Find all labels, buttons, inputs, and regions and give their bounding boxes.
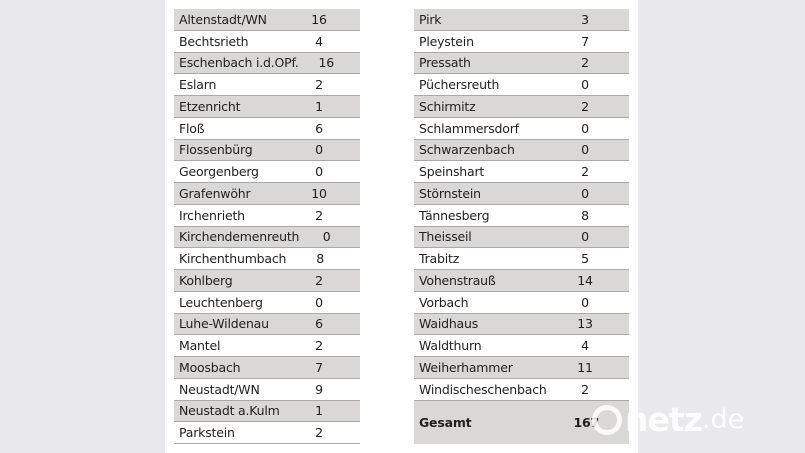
table-row	[414, 292, 629, 314]
table-row	[174, 205, 360, 227]
table-row	[414, 53, 629, 75]
count-value: 0	[322, 229, 331, 245]
count-value: 9	[315, 381, 323, 397]
table-row	[414, 118, 629, 140]
table-row	[174, 9, 360, 31]
table-row	[174, 401, 360, 423]
table-row	[414, 161, 629, 183]
table-row	[414, 183, 629, 205]
municipality-name: Trabitz	[419, 251, 460, 267]
municipality-name: Altenstadt/WN	[179, 11, 267, 27]
count-value: 16	[318, 55, 335, 71]
municipality-name: Pirk	[419, 11, 442, 27]
municipality-name: Theisseil	[419, 229, 472, 245]
municipality-name: Waidhaus	[419, 316, 479, 332]
count-value: 0	[315, 164, 323, 180]
municipality-name: Flossenbürg	[179, 142, 253, 158]
table-row	[414, 314, 629, 336]
table-row	[174, 227, 360, 249]
municipality-table-left	[174, 9, 360, 444]
count-value: 4	[315, 33, 323, 49]
count-value: 0	[581, 229, 589, 245]
table-row	[414, 248, 629, 270]
count-value: 2	[315, 77, 323, 93]
count-value: 0	[581, 120, 589, 136]
count-value: 2	[581, 164, 589, 180]
municipality-name: Kirchenthumbach	[179, 251, 287, 267]
municipality-name: Leuchtenberg	[179, 294, 263, 310]
municipality-name: Eslarn	[179, 77, 217, 93]
count-value: 13	[577, 316, 593, 332]
count-value: 0	[581, 142, 589, 158]
municipality-name: Schlammersdorf	[419, 120, 519, 136]
count-value: 1	[315, 98, 323, 114]
count-value: 6	[315, 120, 323, 136]
municipality-name: Neustadt a.Kulm	[179, 403, 280, 419]
municipality-name: Irchenrieth	[179, 207, 245, 223]
table-row	[174, 270, 360, 292]
municipality-name: Püchersreuth	[419, 77, 500, 93]
count-value: 2	[315, 207, 323, 223]
watermark-brand: netz	[625, 400, 702, 439]
table-row	[414, 74, 629, 96]
table-row	[174, 292, 360, 314]
table-row	[414, 205, 629, 227]
total-label: Gesamt	[419, 414, 472, 430]
count-value: 5	[581, 251, 589, 267]
municipality-name: Vorbach	[419, 294, 469, 310]
table-row	[174, 140, 360, 162]
table-row	[174, 161, 360, 183]
count-value: 2	[315, 425, 323, 441]
count-value: 0	[315, 142, 323, 158]
municipality-name: Vohenstrauß	[419, 272, 496, 288]
watermark-tld: .de	[701, 404, 745, 435]
count-value: 2	[581, 55, 589, 71]
table-row	[414, 140, 629, 162]
table-row	[174, 248, 360, 270]
total-row	[414, 401, 629, 445]
municipality-name: Kirchendemenreuth	[179, 229, 300, 245]
count-value: 3	[581, 11, 589, 27]
municipality-name: Kohlberg	[179, 272, 233, 288]
table-row	[174, 183, 360, 205]
municipality-name: Georgenberg	[179, 164, 259, 180]
municipality-name: Weiherhammer	[419, 359, 513, 375]
municipality-name: Mantel	[179, 338, 221, 354]
municipality-name: Moosbach	[179, 359, 241, 375]
municipality-name: Speinshart	[419, 164, 485, 180]
table-row	[414, 379, 629, 401]
count-value: 1	[315, 403, 323, 419]
table-row	[174, 96, 360, 118]
municipality-name: Schirmitz	[419, 98, 476, 114]
municipality-name: Tännesberg	[419, 207, 490, 223]
total-value: 167	[573, 414, 599, 430]
count-value: 6	[315, 316, 323, 332]
municipality-name: Bechtsrieth	[179, 33, 249, 49]
count-value: 10	[311, 185, 327, 201]
municipality-name: Schwarzenbach	[419, 142, 515, 158]
count-value: 8	[316, 251, 325, 267]
table-row	[414, 270, 629, 292]
table-row	[174, 53, 360, 75]
count-value: 2	[315, 272, 323, 288]
count-value: 14	[577, 272, 593, 288]
table-row	[414, 9, 629, 31]
count-value: 2	[581, 381, 589, 397]
municipality-name: Grafenwöhr	[179, 185, 251, 201]
municipality-name: Windischeschenbach	[419, 381, 547, 397]
count-value: 16	[311, 11, 327, 27]
municipality-name: Pressath	[419, 55, 471, 71]
count-value: 7	[315, 359, 323, 375]
count-value: 11	[577, 359, 593, 375]
municipality-name: Parkstein	[179, 425, 235, 441]
municipality-table-right	[414, 9, 629, 444]
table-row	[174, 379, 360, 401]
municipality-name: Störnstein	[419, 185, 481, 201]
count-value: 0	[581, 185, 589, 201]
count-value: 8	[581, 207, 589, 223]
municipality-name: Floß	[179, 120, 205, 136]
table-row	[174, 357, 360, 379]
table-row	[174, 118, 360, 140]
municipality-name: Neustadt/WN	[179, 381, 260, 397]
count-value: 0	[581, 77, 589, 93]
count-value: 4	[581, 338, 589, 354]
table-row	[174, 31, 360, 53]
count-value: 2	[581, 98, 589, 114]
municipality-name: Pleystein	[419, 33, 474, 49]
table-row	[174, 314, 360, 336]
table-row	[414, 31, 629, 53]
municipality-name: Etzenricht	[179, 98, 241, 114]
table-row	[414, 335, 629, 357]
table-row	[414, 357, 629, 379]
table-row	[174, 422, 360, 444]
count-value: 0	[581, 294, 589, 310]
table-row	[414, 96, 629, 118]
count-value: 7	[581, 33, 589, 49]
count-value: 2	[315, 338, 323, 354]
table-row	[174, 335, 360, 357]
count-value: 0	[315, 294, 323, 310]
table-row	[414, 227, 629, 249]
municipality-name: Luhe-Wildenau	[179, 316, 269, 332]
municipality-name: Eschenbach i.d.OPf.	[179, 55, 299, 71]
table-row	[174, 74, 360, 96]
municipality-name: Waldthurn	[419, 338, 482, 354]
